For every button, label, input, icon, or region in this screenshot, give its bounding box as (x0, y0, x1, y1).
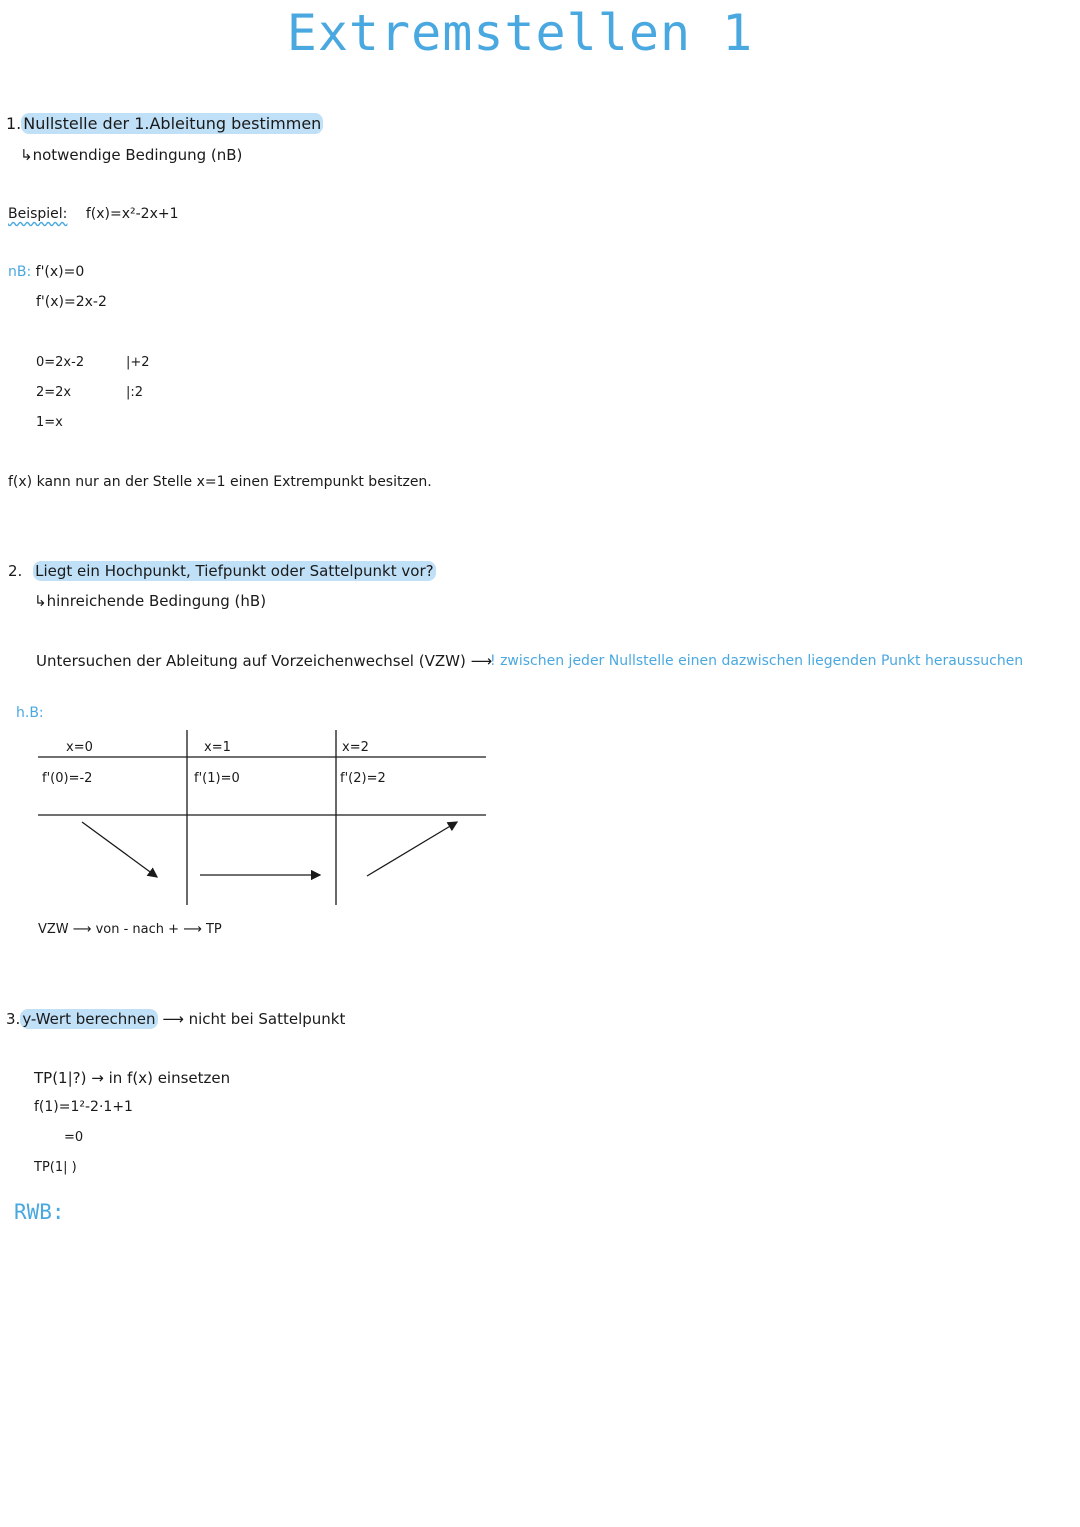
nb-step-op: |+2 (126, 355, 150, 370)
example-function: f(x)=x²-2x+1 (85, 206, 179, 222)
calc-instruction: in f(x) einsetzen (108, 1069, 231, 1087)
calc-line-3: =0 (64, 1130, 84, 1145)
nb-step-op: |:2 (126, 385, 144, 400)
vzw-result-change: von - nach + (95, 922, 180, 937)
section-2-title: Liegt ein Hochpunkt, Tiefpunkt oder Sattelpunkt vor? (35, 562, 434, 580)
section-3-note: nicht bei Sattelpunkt (188, 1010, 346, 1028)
section-3-heading (6, 1010, 345, 1028)
arrow-right-icon: ⟶ (162, 1010, 184, 1028)
vzw-result-line (38, 922, 222, 937)
table-col-x: x=2 (342, 740, 369, 755)
section-2-subheading: ↳hinreichende Bedingung (hB) (34, 592, 267, 610)
section-1-subheading: ↳notwendige Bedingung (nB) (20, 146, 243, 164)
calc-point: TP(1|?) (34, 1069, 87, 1087)
return-arrow-icon: ↳ (34, 592, 47, 610)
conclusion-1: f(x) kann nur an der Stelle x=1 einen Extrempunkt besitzen. (8, 474, 432, 490)
arrow-right-icon: ⟶ (470, 652, 493, 670)
nb-condition: f'(x)=0 (35, 264, 85, 280)
calc-line-2: f(1)=1²-2·1+1 (34, 1099, 133, 1115)
nb-label: nB: (8, 264, 32, 280)
calc-line-1 (34, 1069, 230, 1087)
vzw-result-label: VZW (38, 922, 69, 937)
nb-step-eq: 2=2x (36, 385, 72, 400)
section-1-title: Nullstelle der 1.Ableitung bestimmen (23, 114, 322, 133)
section-3-title: y-Wert berechnen (22, 1010, 156, 1028)
section-3-number: 3. (6, 1010, 21, 1028)
section-1-number: 1. (6, 114, 22, 133)
trend-up-arrow-icon (367, 822, 457, 876)
return-arrow-icon: ↳ (20, 146, 33, 164)
arrow-right-icon: ⟶ (183, 922, 202, 937)
rwb-label: RWB: (14, 1200, 65, 1224)
vzw-intro: Untersuchen der Ableitung auf Vorzeichenwechsel (VZW) (36, 652, 466, 670)
page-title: Extremstellen 1 (286, 4, 754, 62)
arrow-right-icon: → (91, 1069, 104, 1087)
vzw-result-type: TP (205, 922, 222, 937)
table-cell-value: f'(0)=-2 (42, 771, 93, 786)
table-col-x: x=0 (66, 740, 93, 755)
nb-step-eq: 1=x (36, 415, 63, 430)
section-2-number: 2. (8, 562, 23, 580)
table-cell-value: f'(1)=0 (194, 771, 240, 786)
trend-down-arrow-icon (82, 822, 157, 877)
nb-derivative: f'(x)=2x-2 (36, 294, 107, 310)
example-label: Beispiel: (8, 206, 68, 222)
vzw-note: ! zwischen jeder Nullstelle einen dazwischen liegenden Punkt heraussuchen (490, 653, 1024, 669)
nb-step-eq: 0=2x-2 (36, 355, 85, 370)
calc-line-4: TP(1| ) (34, 1160, 77, 1175)
hb-label: h.B: (16, 705, 44, 721)
table-cell-value: f'(2)=2 (340, 771, 386, 786)
table-col-x: x=1 (204, 740, 231, 755)
arrow-right-icon: ⟶ (72, 922, 92, 937)
